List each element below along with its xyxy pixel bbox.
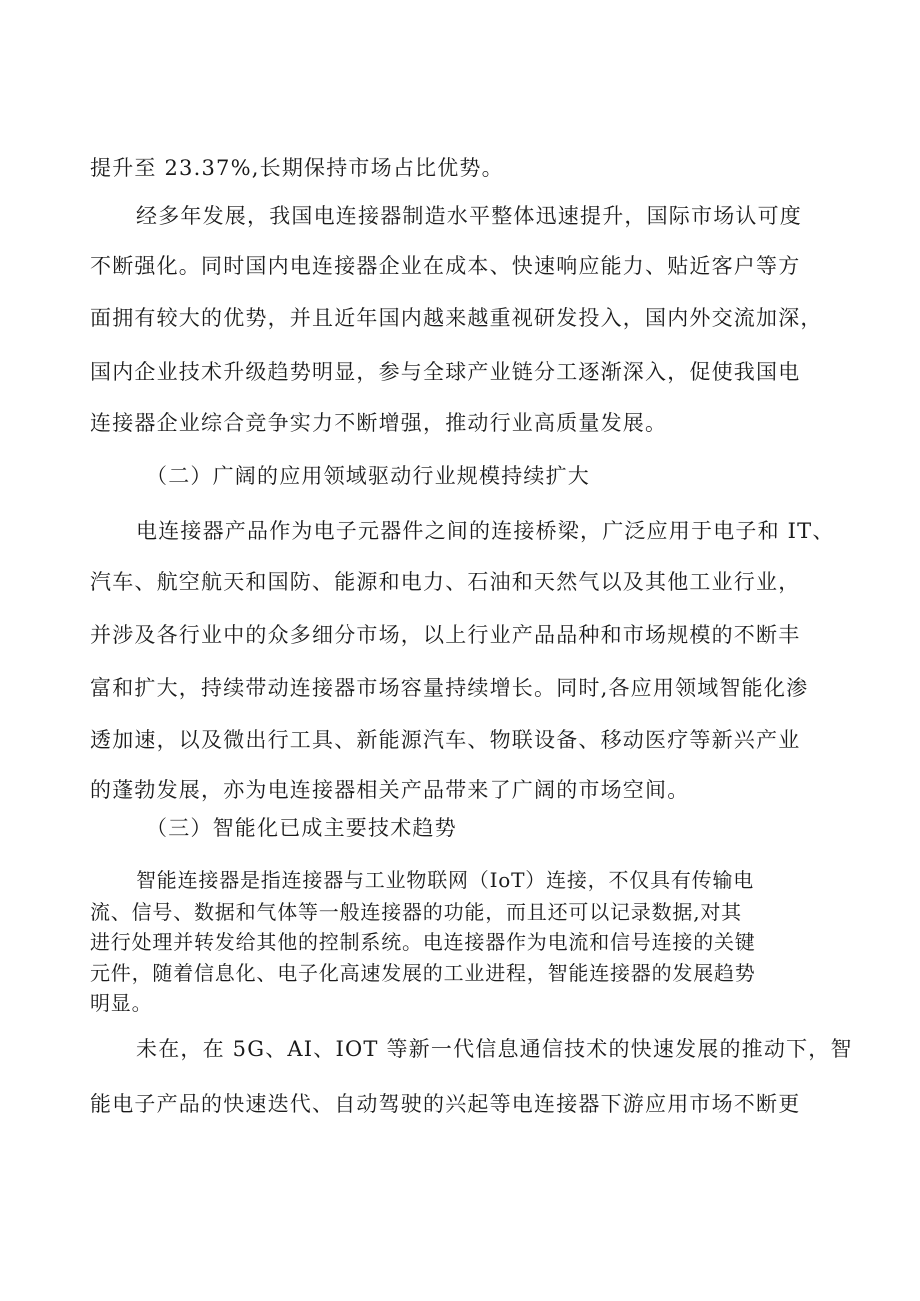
paragraph-line: 流、信号、数据和气体等一般连接器的功能，而且还可以记录数据,对其 bbox=[90, 900, 742, 924]
section-heading: （三）智能化已成主要技术趋势 bbox=[146, 816, 457, 840]
paragraph-line: 透加速，以及微出行工具、新能源汽车、物联设备、移动医疗等新兴产业 bbox=[90, 728, 801, 752]
paragraph-line: 电连接器产品作为电子元器件之间的连接桥梁，广泛应用于电子和 IT、 bbox=[136, 519, 835, 543]
paragraph-line: 明显。 bbox=[90, 991, 153, 1015]
paragraph-line: 不断强化。同时国内电连接器企业在成本、快速响应能力、贴近客户等方 bbox=[90, 254, 801, 278]
paragraph-line: 智能连接器是指连接器与工业物联网（IoT）连接，不仅具有传输电 bbox=[136, 868, 755, 892]
paragraph-line: 未在，在 5G、AI、IOT 等新一代信息通信技术的快速发展的推动下，智 bbox=[136, 1037, 853, 1061]
paragraph-line: 能电子产品的快速迭代、自动驾驶的兴起等电连接器下游应用市场不断更 bbox=[90, 1092, 801, 1116]
paragraph-line: 富和扩大，持续带动连接器市场容量持续增长。同时,各应用领域智能化渗 bbox=[90, 676, 809, 700]
paragraph-line: 的蓬勃发展，亦为电连接器相关产品带来了广阔的市场空间。 bbox=[90, 778, 690, 802]
paragraph-line: 元件，随着信息化、电子化高速发展的工业进程，智能连接器的发展趋势 bbox=[90, 961, 756, 985]
paragraph-line: 进行处理并转发给其他的控制系统。电连接器作为电流和信号连接的关键 bbox=[90, 930, 756, 954]
paragraph-line: 经多年发展，我国电连接器制造水平整体迅速提升，国际市场认可度 bbox=[136, 204, 802, 228]
paragraph-line: 面拥有较大的优势，并且近年国内越来越重视研发投入，国内外交流加深， bbox=[90, 306, 823, 330]
paragraph-line: 提升至 23.37%,长期保持市场占比优势。 bbox=[90, 156, 504, 180]
paragraph-line: 汽车、航空航天和国防、能源和电力、石油和天然气以及其他工业行业， bbox=[90, 570, 801, 594]
paragraph-line: 连接器企业综合竞争实力不断增强，推动行业高质量发展。 bbox=[90, 411, 668, 435]
section-heading: （二）广阔的应用领域驱动行业规模持续扩大 bbox=[146, 464, 590, 488]
paragraph-line: 并涉及各行业中的众多细分市场，以上行业产品品种和市场规模的不断丰 bbox=[90, 623, 801, 647]
paragraph-line: 国内企业技术升级趋势明显，参与全球产业链分工逐渐深入，促使我国电 bbox=[90, 360, 801, 384]
